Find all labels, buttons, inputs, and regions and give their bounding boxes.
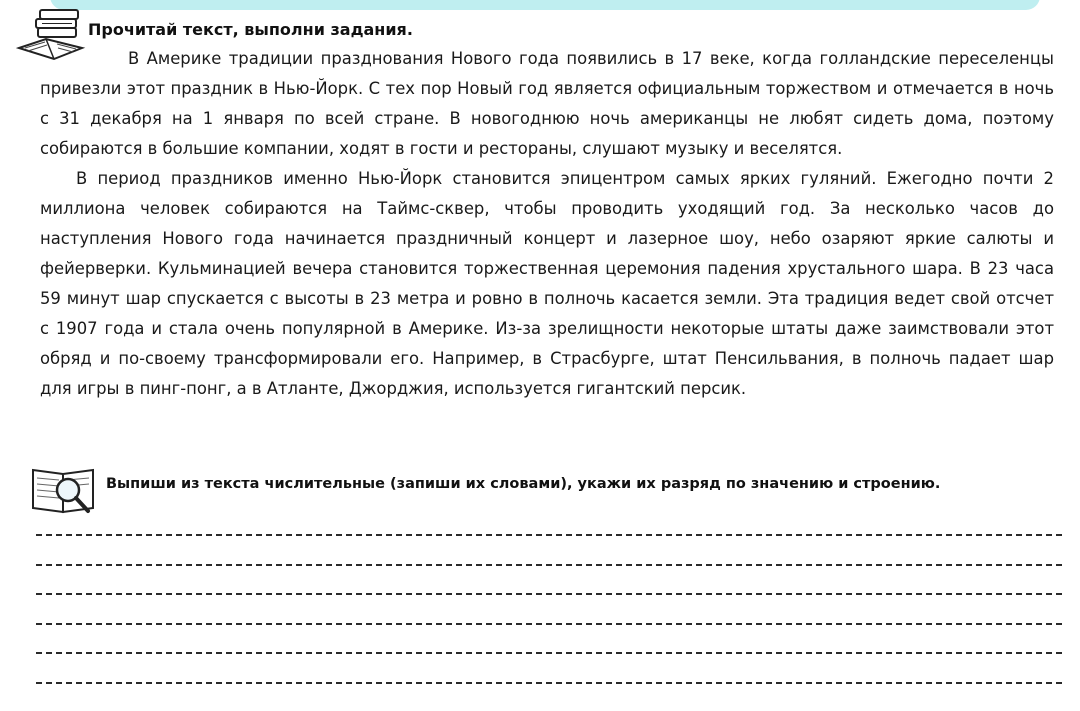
magnifier-book-icon bbox=[30, 464, 100, 516]
answer-line[interactable] bbox=[36, 623, 1062, 625]
answer-line[interactable] bbox=[36, 593, 1062, 595]
task2-instruction: Выпиши из текста числительные (запиши их словами), укажи их разряд по значению и строению. bbox=[106, 476, 941, 492]
topic-banner bbox=[50, 0, 1040, 10]
answer-line[interactable] bbox=[36, 652, 1062, 654]
task1-instruction: Прочитай текст, выполни задания. bbox=[88, 20, 413, 39]
answer-lines[interactable] bbox=[36, 534, 1062, 711]
answer-line[interactable] bbox=[36, 682, 1062, 684]
answer-line[interactable] bbox=[36, 564, 1062, 566]
passage bbox=[40, 44, 1054, 404]
passage-paragraph-2: В период праздников именно Нью-Йорк становится эпицентром самых ярких гуляний. Ежегодно почти 2 миллиона человек собираются на Таймс-сквер, чтобы проводить уходящий год. За несколько часов до наступления Нового года начинается праздничный концерт и лазерное шоу, небо озаряют яркие салюты и фейерверки. Кульминацией вечера становится торжественная церемония падения хрустального шара. В 23 часа 59 минут шар спускается с высоты в 23 метра и ровно в полночь касается земли. Эта традиция ведет свой отсчет с 1907 года и стала очень популярной в Америке. Из-за зрелищности некоторые штаты даже заимствовали этот обряд и по-своему трансформировали его. Например, в Страсбурге, штат Пенсильвания, в полночь падает шар для игры в пинг-понг, а в Атланте, Джорджия, используется гигантский персик. bbox=[40, 169, 1054, 398]
answer-line[interactable] bbox=[36, 534, 1062, 536]
passage-paragraph-1: В Америке традиции празднования Нового года появились в 17 веке, когда голландские переселенцы привезли этот праздник в Нью-Йорк. С тех пор Новый год является официальным торжеством и отмечается в ночь с 31 декабря на 1 января по всей стране. В новогоднюю ночь американцы не любят сидеть дома, поэтому собираются в большие компании, ходят в гости и рестораны, слушают музыку и веселятся. bbox=[40, 49, 1054, 158]
